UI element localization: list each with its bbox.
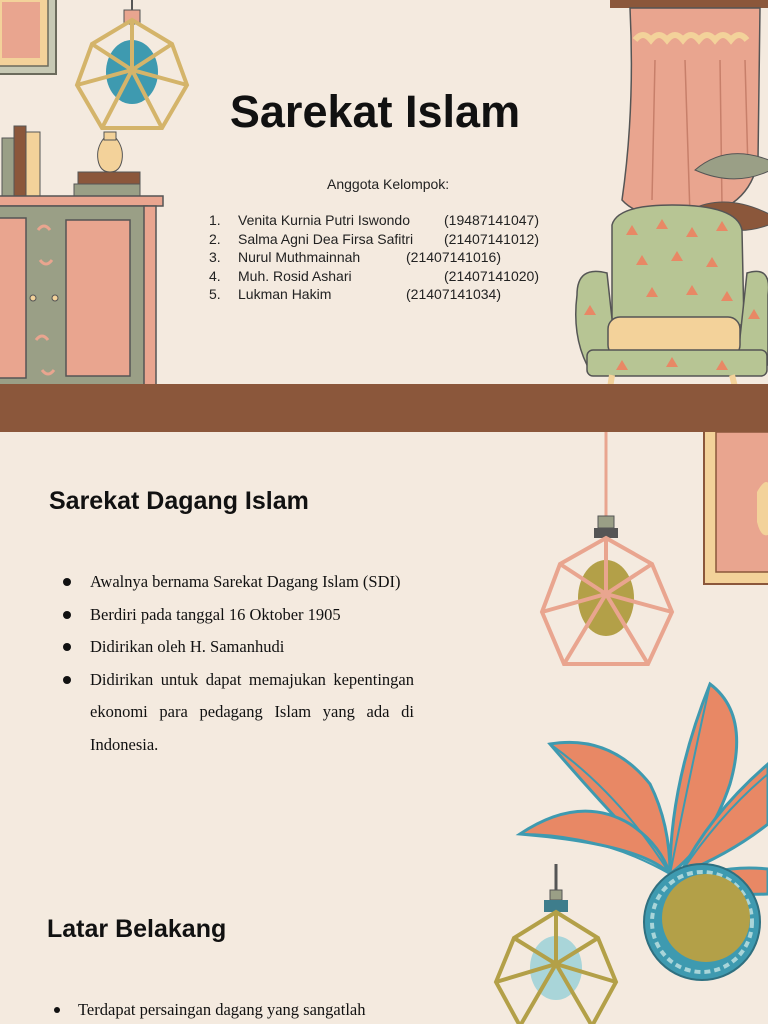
member-id: (21407141020) — [444, 267, 539, 284]
plant-decoration — [520, 664, 768, 884]
member-name: Salma Agni Dea Firsa Safitri — [238, 230, 414, 247]
list-item — [209, 285, 539, 304]
list-item — [209, 230, 539, 249]
list-item: Awalnya bernama Sarekat Dagang Islam (SDI) — [60, 566, 414, 599]
list-number: 4. — [209, 267, 221, 284]
list-item: Didirikan untuk dapat memajukan kepentingan ekonomi para pedagang Islam yang ada di Indonesia. — [60, 664, 414, 762]
list-number: 3. — [209, 249, 221, 265]
members-heading: Anggota Kelompok: — [327, 176, 450, 192]
member-id: (21407141012) — [444, 230, 539, 247]
section-title: Sarekat Dagang Islam — [49, 487, 309, 515]
section-bullet-list — [60, 566, 414, 761]
list-item: Terdapat persaingan dagang yang sangatlah — [48, 994, 402, 1024]
list-item — [209, 211, 539, 230]
list-number: 1. — [209, 212, 221, 228]
member-id: (21407141034) — [406, 286, 501, 302]
section-bullet-list — [48, 994, 402, 1024]
members-list — [209, 211, 539, 304]
member-id: (21407141016) — [406, 249, 501, 265]
member-name: Venita Kurnia Putri Iswondo — [238, 212, 410, 228]
hanging-lamp-decoration — [540, 432, 680, 667]
picture-frame-decoration — [0, 0, 60, 80]
title-slide — [0, 0, 768, 432]
member-name: Lukman Hakim — [238, 286, 332, 302]
hanging-lamp-decoration — [492, 864, 622, 1024]
list-number: 5. — [209, 286, 221, 302]
list-item — [209, 267, 539, 286]
list-number: 2. — [209, 230, 221, 247]
member-name: Muh. Rosid Ashari — [238, 267, 352, 284]
section-title: Latar Belakang — [47, 915, 227, 943]
plant-pot-decoration — [622, 862, 768, 1002]
list-item: Berdiri pada tanggal 16 Oktober 1905 — [60, 599, 414, 632]
picture-frame-decoration — [702, 432, 768, 588]
slide-title: Sarekat Islam — [229, 86, 521, 137]
member-name: Nurul Muthmainnah — [238, 249, 361, 265]
content-slide — [0, 432, 768, 1024]
list-item: Didirikan oleh H. Samanhudi — [60, 631, 414, 664]
floor-band — [0, 384, 768, 432]
member-id: (19487141047) — [444, 212, 539, 228]
cabinet-decoration — [0, 120, 170, 415]
list-item — [209, 248, 539, 267]
